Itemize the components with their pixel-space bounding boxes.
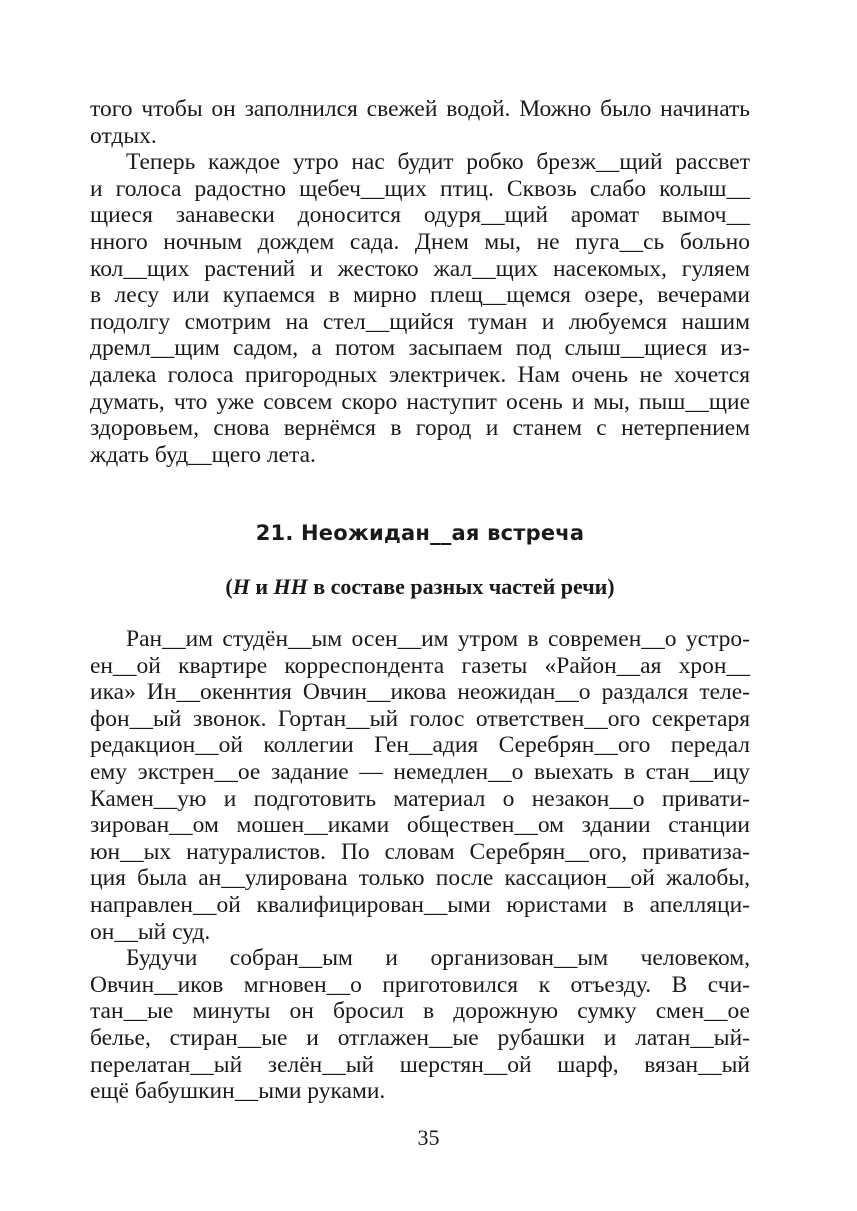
page-number: 35	[417, 1125, 440, 1150]
section-subtitle	[90, 572, 750, 602]
text-line: Будучи собран__ым и организован__ым человеком,	[126, 945, 750, 972]
text-line: Ран__им студён__ым осен__им утром в современ__о устро-	[126, 626, 750, 652]
text-line: он__ый суд.	[90, 918, 211, 945]
text-line: белье, стиран__ые и отглажен__ые рубашки и латан__ый-	[90, 1024, 750, 1051]
text-line: того чтобы он заполнился свежей водой. Можно было начинать	[90, 96, 750, 122]
text-line: думать, что уже совсем скоро наступит осень и мы, пыш__щие	[90, 388, 750, 415]
text-line: ждать буд__щего лета.	[90, 441, 316, 468]
text-line: Овчин__иков мгновен__о приготовился к отъезду. В счи-	[90, 971, 750, 998]
section-title: 21. Неожидан__ая встреча	[255, 521, 585, 545]
text-line: редакцион__ой коллегии Ген__адия Серебрян__ого передал	[90, 732, 750, 759]
text-line: юн__ых натуралистов. По словам Серебрян__ого, приватиза-	[90, 838, 750, 865]
text-line: тан__ые минуты он бросил в дорожную сумку смен__ое	[90, 998, 750, 1025]
text-line: зирован__ом мошен__иками обществен__ом здании станции	[90, 812, 750, 839]
text-line: подолгу смотрим на стел__щийся туман и любуемся нашим	[90, 308, 750, 335]
text-line: направлен__ой квалифицирован__ыми юристами в апелляци-	[90, 891, 750, 918]
text-line: кол__щих растений и жестоко жал__щих насекомых, гуляем	[90, 255, 750, 282]
subtitle-h: Н	[232, 574, 250, 599]
text-line: далека голоса пригородных электричек. Нам очень не хочется	[90, 361, 750, 388]
subtitle-open-paren: (	[225, 574, 233, 599]
text-line: отдых.	[90, 122, 157, 149]
text-line: в лесу или купаемся в мирно плещ__щемся озере, вечерами	[90, 282, 750, 309]
text-line: фон__ый звонок. Гортан__ый голос ответствен__ого секретаря	[90, 705, 750, 732]
text-line: Камен__ую и подготовить материал о незакон__о привати-	[90, 785, 750, 812]
text-line: щиеся занавески доносится одуря__щий аромат вымоч__	[90, 202, 750, 229]
text-line: здоровьем, снова вернёмся в город и станем с нетерпением	[90, 415, 750, 442]
text-line: ен__ой квартире корреспондента газеты «Район__ая хрон__	[90, 652, 750, 679]
text-line: ика» Ин__океннтия Овчин__икова неожидан__о раздался теле-	[90, 679, 750, 706]
text-line: ему экстрен__ое задание — немедлен__о выехать в стан__ицу	[90, 758, 750, 785]
subtitle-rest: в составе разных частей речи)	[307, 574, 615, 599]
text-line: ция была ан__улирована только после кассацион__ой жалобы,	[90, 865, 750, 892]
text-line: нного ночным дождем сада. Днем мы, не пуга__сь больно	[90, 228, 750, 255]
text-line: дремл__щим садом, а потом засыпаем под слыш__щиеся из-	[90, 335, 750, 362]
subtitle-hh: НН	[273, 574, 308, 599]
text-line: и голоса радостно щебеч__щих птиц. Сквозь слабо колыш__	[90, 175, 750, 202]
passage-top	[90, 96, 750, 468]
passage-bottom	[90, 626, 750, 1105]
text-line: Теперь каждое утро нас будит робко брезж__щий рассвет	[126, 149, 750, 176]
text-line: перелатан__ый зелён__ый шерстян__ой шарф, вязан__ый	[90, 1051, 750, 1078]
text-line: ещё бабушкин__ыми руками.	[90, 1078, 386, 1105]
subtitle-and: и	[249, 574, 274, 599]
